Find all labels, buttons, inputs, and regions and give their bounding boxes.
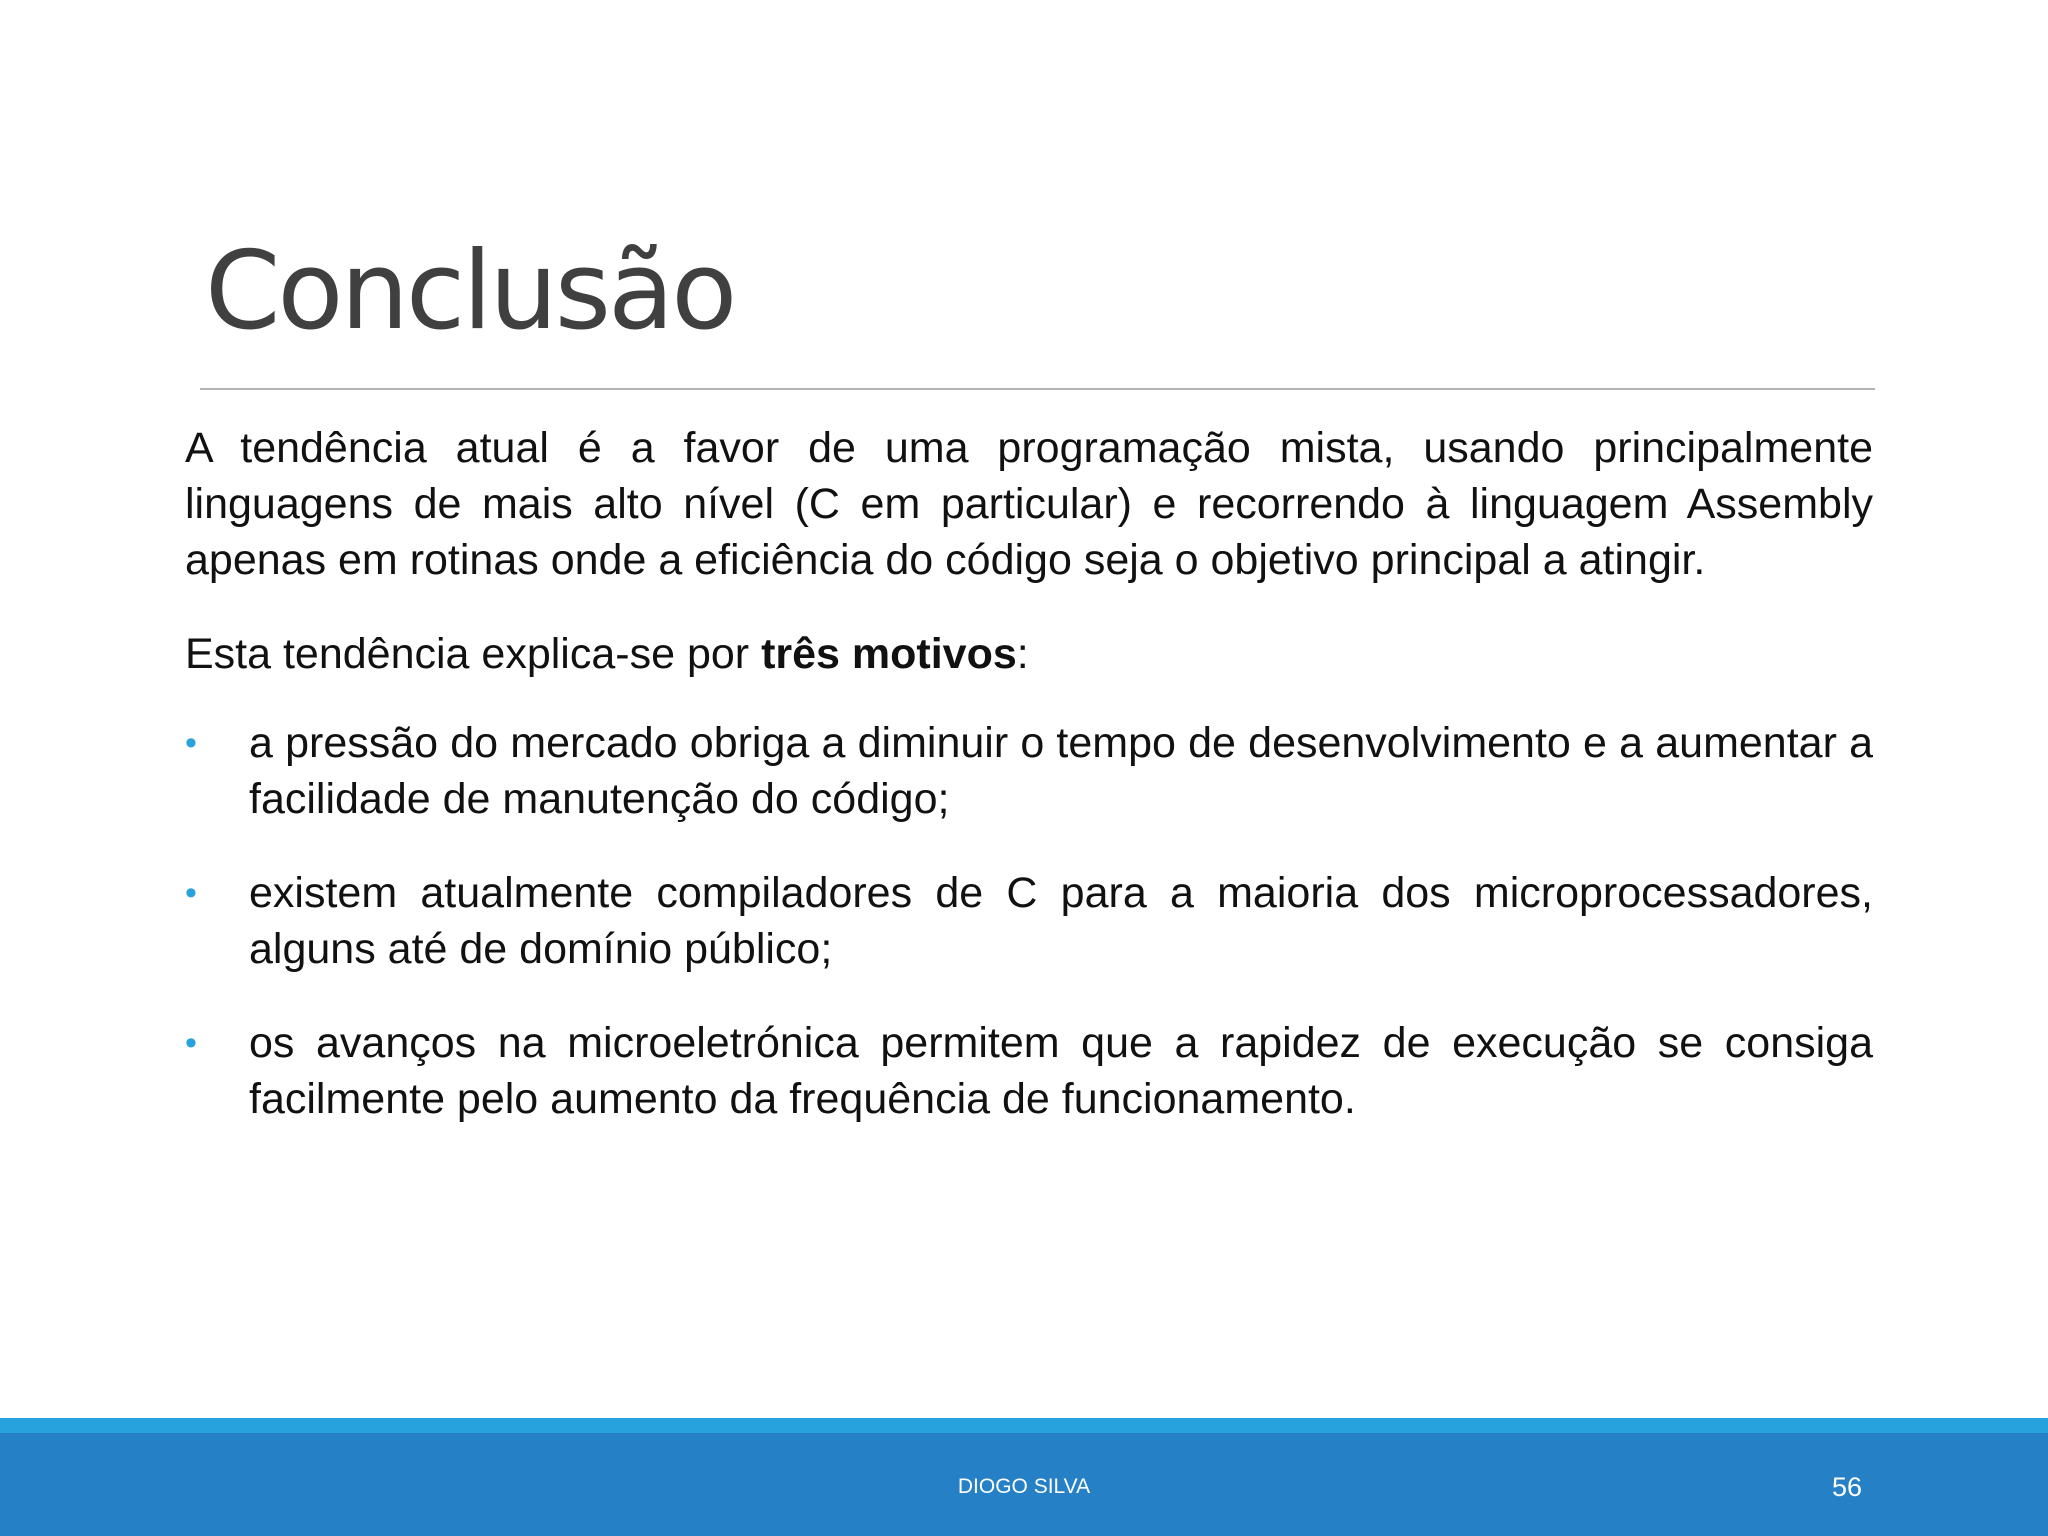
bullet-icon: • <box>185 724 197 762</box>
motives-text-before: Esta tendência explica-se por <box>185 630 762 678</box>
footer-accent-stripe <box>0 1418 2048 1433</box>
motives-list <box>185 715 1873 1127</box>
slide-body <box>185 420 1873 1165</box>
motives-text-bold: três motivos <box>761 630 1017 678</box>
list-item <box>185 865 1873 977</box>
footer-author: DIOGO SILVA <box>957 1475 1091 1498</box>
intro-paragraph: A tendência atual é a favor de uma programação mista, usando principalmente linguagens de mais alto nível (C em particular) e recorrendo à linguagem Assembly apenas em rotinas onde a eficiência do código seja o objetivo principal a atingir. <box>185 424 1873 584</box>
page-number: 56 <box>1831 1472 1862 1502</box>
bullet-icon: • <box>185 1024 197 1062</box>
motives-paragraph <box>185 626 1873 682</box>
list-item-text: existem atualmente compiladores de C para a maioria dos microprocessadores, alguns até de domínio público; <box>249 869 1873 973</box>
list-item-text: os avanços na microeletrónica permitem que a rapidez de execução se consiga facilmente pelo aumento da frequência de funcionamento. <box>249 1019 1873 1123</box>
slide-title: Conclusão <box>205 229 735 354</box>
list-item <box>185 1015 1873 1127</box>
motives-text-after: : <box>1016 630 1029 678</box>
list-item-text: a pressão do mercado obriga a diminuir o tempo de desenvolvimento e a aumentar a facilidade de manutenção do código; <box>249 719 1873 823</box>
title-divider <box>200 388 1875 390</box>
list-item <box>185 715 1873 827</box>
bullet-icon: • <box>185 874 197 912</box>
